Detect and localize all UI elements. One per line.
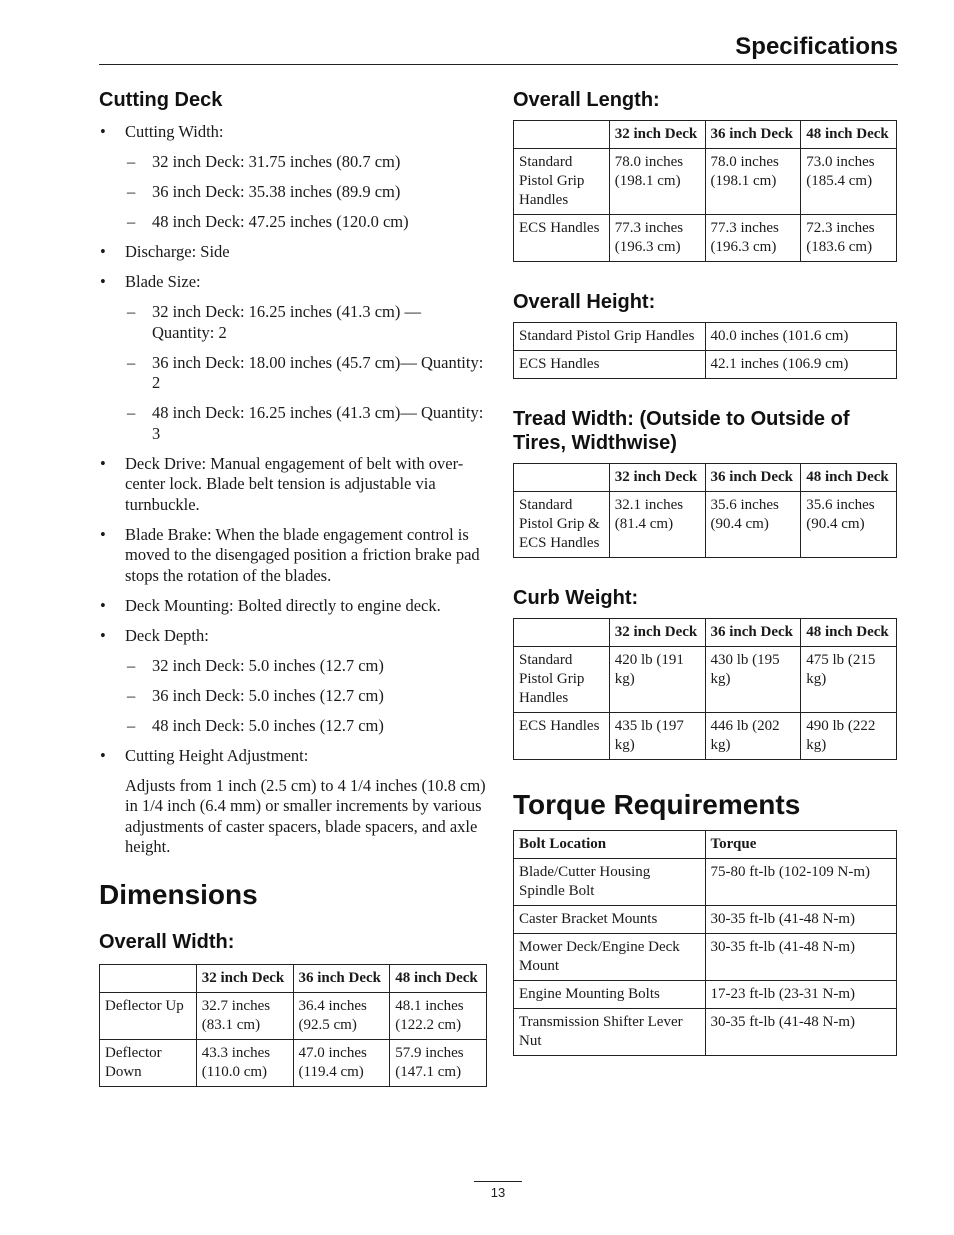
table-header-cell: 48 inch Deck xyxy=(801,121,897,149)
table-cell: 490 lb (222 kg) xyxy=(801,713,897,760)
list-paragraph: Adjusts from 1 inch (2.5 cm) to 4 1/4 inches (10.8 cm) in 1/4 inch (6.4 mm) or smaller increments by various adjustments of caster spacers, blade spacers, and axle height. xyxy=(125,775,486,856)
table-cell: 73.0 inches (185.4 cm) xyxy=(801,149,897,215)
table-row xyxy=(514,981,897,1009)
footer-rule xyxy=(474,1181,522,1182)
page-number: 13 xyxy=(490,1185,506,1200)
table-header-cell: Torque xyxy=(705,831,897,859)
table-cell: Standard Pistol Grip & ECS Handles xyxy=(514,492,610,558)
table-row xyxy=(514,351,897,379)
table-header-cell: 32 inch Deck xyxy=(196,964,293,992)
sub-list-item: – 48 inch Deck: 47.25 inches (120.0 cm) xyxy=(99,212,487,233)
table-row xyxy=(514,713,897,760)
table-cell: 446 lb (202 kg) xyxy=(705,713,801,760)
list-item: • Deck Depth: xyxy=(99,626,487,647)
table-cell: ECS Handles xyxy=(514,713,610,760)
table-cell: 17-23 ft-lb (23-31 N-m) xyxy=(705,981,897,1009)
overall-height-table xyxy=(513,322,897,379)
list-item: • Cutting Height Adjustment: xyxy=(99,746,487,767)
sub-list-item: – 36 inch Deck: 5.0 inches (12.7 cm) xyxy=(99,686,487,707)
table-cell: 77.3 inches (196.3 cm) xyxy=(705,215,801,262)
table-cell: 40.0 inches (101.6 cm) xyxy=(705,323,897,351)
right-column xyxy=(513,88,897,1056)
table-cell: 32.1 inches (81.4 cm) xyxy=(609,492,705,558)
table-cell: 30-35 ft-lb (41-48 N-m) xyxy=(705,1009,897,1056)
table-header-cell: 36 inch Deck xyxy=(705,121,801,149)
cutting-deck-list xyxy=(99,122,487,858)
table-row xyxy=(514,215,897,262)
table-header-cell: 32 inch Deck xyxy=(609,121,705,149)
table-row xyxy=(514,934,897,981)
table-cell: 57.9 inches (147.1 cm) xyxy=(390,1039,487,1086)
table-header-row xyxy=(514,121,897,149)
table-header-cell: Bolt Location xyxy=(514,831,706,859)
overall-height-heading: Overall Height: xyxy=(513,291,656,313)
table-header-cell: 36 inch Deck xyxy=(705,464,801,492)
table-cell: 30-35 ft-lb (41-48 N-m) xyxy=(705,906,897,934)
tread-width-heading: Tread Width: (Outside to Outside of Tires, Widthwise) xyxy=(513,408,850,454)
table-header-row xyxy=(514,619,897,647)
sub-list-item: – 48 inch Deck: 16.25 inches (41.3 cm)— Quantity: 3 xyxy=(99,403,487,444)
torque-table xyxy=(513,830,897,1056)
table-cell: 42.1 inches (106.9 cm) xyxy=(705,351,897,379)
table-cell: Deflector Down xyxy=(100,1039,197,1086)
table-cell: 430 lb (195 kg) xyxy=(705,647,801,713)
table-header-cell xyxy=(514,121,610,149)
list-item: • Deck Drive: Manual engagement of belt with over-center lock. Blade belt tension is adjustable via turnbuckle. xyxy=(99,454,487,516)
table-cell: 35.6 inches (90.4 cm) xyxy=(801,492,897,558)
table-cell: Standard Pistol Grip Handles xyxy=(514,323,706,351)
table-cell: Deflector Up xyxy=(100,992,197,1039)
table-header-cell xyxy=(100,964,197,992)
table-row xyxy=(100,1039,487,1086)
table-row xyxy=(514,492,897,558)
table-cell: 43.3 inches (110.0 cm) xyxy=(196,1039,293,1086)
cutting-deck-heading: Cutting Deck xyxy=(99,89,223,111)
table-header-cell: 32 inch Deck xyxy=(609,619,705,647)
table-header-cell: 32 inch Deck xyxy=(609,464,705,492)
table-cell: 77.3 inches (196.3 cm) xyxy=(609,215,705,262)
table-row xyxy=(514,859,897,906)
list-item: • Blade Size: xyxy=(99,272,487,293)
list-item: • Deck Mounting: Bolted directly to engine deck. xyxy=(99,596,487,617)
overall-width-table xyxy=(99,964,487,1087)
torque-heading: Torque Requirements xyxy=(513,789,801,820)
table-cell: Transmission Shifter Lever Nut xyxy=(514,1009,706,1056)
table-header-cell: 48 inch Deck xyxy=(801,464,897,492)
sub-list-item: – 32 inch Deck: 31.75 inches (80.7 cm) xyxy=(99,152,487,173)
table-cell: 35.6 inches (90.4 cm) xyxy=(705,492,801,558)
table-cell: 72.3 inches (183.6 cm) xyxy=(801,215,897,262)
table-row xyxy=(514,647,897,713)
table-header-cell: 36 inch Deck xyxy=(705,619,801,647)
sub-list-item: – 48 inch Deck: 5.0 inches (12.7 cm) xyxy=(99,716,487,737)
table-cell: Caster Bracket Mounts xyxy=(514,906,706,934)
table-row xyxy=(514,323,897,351)
table-header-row xyxy=(514,831,897,859)
table-cell: 47.0 inches (119.4 cm) xyxy=(293,1039,390,1086)
overall-width-heading: Overall Width: xyxy=(99,930,235,953)
list-item: • Cutting Width: xyxy=(99,122,487,143)
table-cell: 48.1 inches (122.2 cm) xyxy=(390,992,487,1039)
table-cell: 36.4 inches (92.5 cm) xyxy=(293,992,390,1039)
table-cell: 78.0 inches (198.1 cm) xyxy=(609,149,705,215)
sub-list-item: – 36 inch Deck: 18.00 inches (45.7 cm)— Quantity: 2 xyxy=(99,353,487,394)
table-cell: 435 lb (197 kg) xyxy=(609,713,705,760)
table-cell: Standard Pistol Grip Handles xyxy=(514,647,610,713)
table-cell: 75-80 ft-lb (102-109 N-m) xyxy=(705,859,897,906)
left-column xyxy=(99,88,487,1087)
table-header-cell xyxy=(514,619,610,647)
curb-weight-heading: Curb Weight: xyxy=(513,587,639,609)
overall-length-heading: Overall Length: xyxy=(513,89,660,111)
list-item: • Discharge: Side xyxy=(99,242,487,263)
sub-list-item: – 32 inch Deck: 5.0 inches (12.7 cm) xyxy=(99,656,487,677)
table-cell: Standard Pistol Grip Handles xyxy=(514,149,610,215)
header-rule xyxy=(99,64,898,65)
table-header-cell: 36 inch Deck xyxy=(293,964,390,992)
table-cell: 30-35 ft-lb (41-48 N-m) xyxy=(705,934,897,981)
dimensions-heading: Dimensions xyxy=(99,878,258,910)
sub-list-item: – 32 inch Deck: 16.25 inches (41.3 cm) — Quantity: 2 xyxy=(99,302,487,343)
table-header-cell: 48 inch Deck xyxy=(390,964,487,992)
page-header-title: Specifications xyxy=(735,33,898,60)
curb-weight-table xyxy=(513,618,897,760)
table-row xyxy=(514,1009,897,1056)
overall-length-table xyxy=(513,120,897,262)
table-cell: ECS Handles xyxy=(514,215,610,262)
tread-width-table xyxy=(513,463,897,558)
table-cell: Engine Mounting Bolts xyxy=(514,981,706,1009)
table-header-cell: 48 inch Deck xyxy=(801,619,897,647)
table-row xyxy=(514,906,897,934)
table-header-row xyxy=(514,464,897,492)
table-header-cell xyxy=(514,464,610,492)
table-cell: 78.0 inches (198.1 cm) xyxy=(705,149,801,215)
table-cell: 420 lb (191 kg) xyxy=(609,647,705,713)
table-cell: ECS Handles xyxy=(514,351,706,379)
table-header-row xyxy=(100,964,487,992)
list-item: • Blade Brake: When the blade engagement control is moved to the disengaged position a friction brake pad stops the rotation of the blades. xyxy=(99,525,487,587)
table-cell: 475 lb (215 kg) xyxy=(801,647,897,713)
table-row xyxy=(100,992,487,1039)
table-cell: Blade/Cutter Housing Spindle Bolt xyxy=(514,859,706,906)
sub-list-item: – 36 inch Deck: 35.38 inches (89.9 cm) xyxy=(99,182,487,203)
table-cell: Mower Deck/Engine Deck Mount xyxy=(514,934,706,981)
table-cell: 32.7 inches (83.1 cm) xyxy=(196,992,293,1039)
table-row xyxy=(514,149,897,215)
